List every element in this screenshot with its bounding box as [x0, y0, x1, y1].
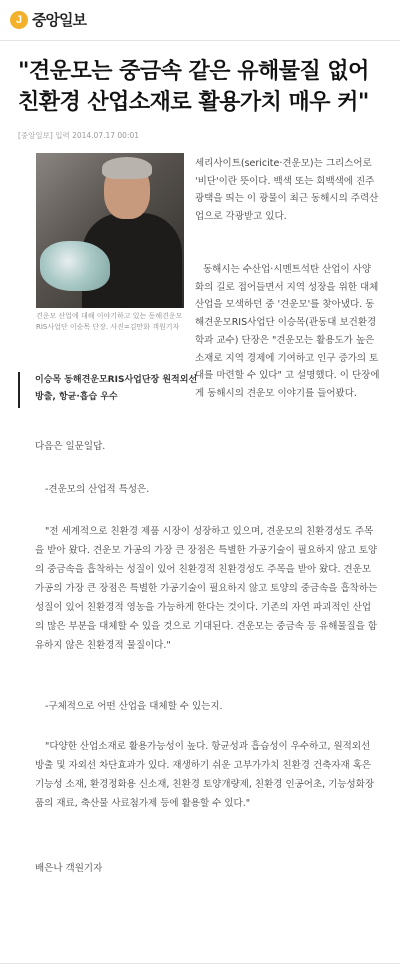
reporter-name: 배은나 객원기자 — [35, 863, 103, 874]
body-paragraph: "전 세계적으로 친환경 제품 시장이 성장하고 있으며, 견운모의 친환경성도 주목을 받아 왔다. 견운모 가공의 가장 큰 장점은 특별한 가공기술이 필요하지 않고 토양의 중금속을 흡착하는 성질이 있어 친환경적 친환경성도 주목을 받아 왔다. 견운모 가공의 가장 큰 장점은 특별한 가공기술이 필요하지 않고 토양의 중금속을 흡착하는 성질이 있어 친환경적 영농을 가능하게 한다는 것이다. 기존의 자연 파괴적인 산업의 많은 부분을 대체할 수 있을 것으로 기대된다. 견운모는 중금속 등 유해물질을 함유하지 않은 친환경적 물질이다." — [35, 526, 378, 651]
body-paragraph: -견운모의 산업적 특성은. — [45, 484, 150, 495]
photo-sericite-rock — [40, 241, 110, 291]
body-paragraph: -구체적으로 어떤 산업을 대체할 수 있는지. — [45, 701, 223, 712]
side-paragraph: 세리사이트(sericite·견운모)는 그리스어로 '비단'이란 뜻이다. 백색 또는 회백색에 진주광택을 띄는 이 광물이 최근 동해시의 주력산업으로 각광받고 있다. — [195, 158, 379, 223]
pullquote-text: 이승목 동해견운모RIS사업단장 원적외선 방출, 항균·흡습 우수 — [35, 375, 198, 402]
photo-person-hair — [102, 157, 152, 179]
site-header — [0, 0, 400, 41]
pullquote — [18, 372, 205, 408]
body-paragraph: 다음은 일문일답. — [35, 441, 106, 452]
logo-text: 중앙일보 — [32, 11, 86, 29]
article-byline: [중앙일보] 입력 2014.07.17 00:01 — [18, 131, 140, 140]
footer-divider — [0, 963, 400, 964]
photo-caption: 견운모 산업에 대해 이야기하고 있는 동해견운모 RIS사업단 이승목 단장. 사진=김만화 객원기자 — [36, 312, 183, 331]
site-logo[interactable] — [10, 9, 86, 30]
body-paragraph: "다양한 산업소재로 활용가능성이 높다. 항균성과 흡습성이 우수하고, 원적외선 방출 및 자외선 차단효과가 있다. 재생하기 쉬운 고부가가치 친환경 건축자재 혹은 기능성 소재, 환경정화용 신소재, 친환경 토양개량제, 친환경 인공어초, 기능성화장품의 재료, 축산물 사료첨가제 등에 활용할 수 있다." — [35, 741, 375, 809]
article-headline: "견운모는 중금속 같은 유해물질 없어 친환경 산업소재로 활용가치 매우 커" — [18, 59, 369, 115]
side-paragraph: 동해시는 수산업·시멘트석탄 산업이 사양화의 길로 접어들면서 지역 성장을 위한 대체산업을 모색하던 중 '견운모'를 찾아냈다. 동해견운모RIS사업단 이승목(관동대 보건환경학과 교수) 단장은 "견운모는 활용도가 높은 소재로 지역 경제에 기여하고 인구 증가의 토대를 마련할 수 있다" 고 설명했다. 이 단장에게 동해시의 견운모 이야기를 들어봤다. — [195, 264, 380, 399]
logo-mark-icon: J — [10, 11, 28, 29]
article-photo — [36, 153, 184, 308]
